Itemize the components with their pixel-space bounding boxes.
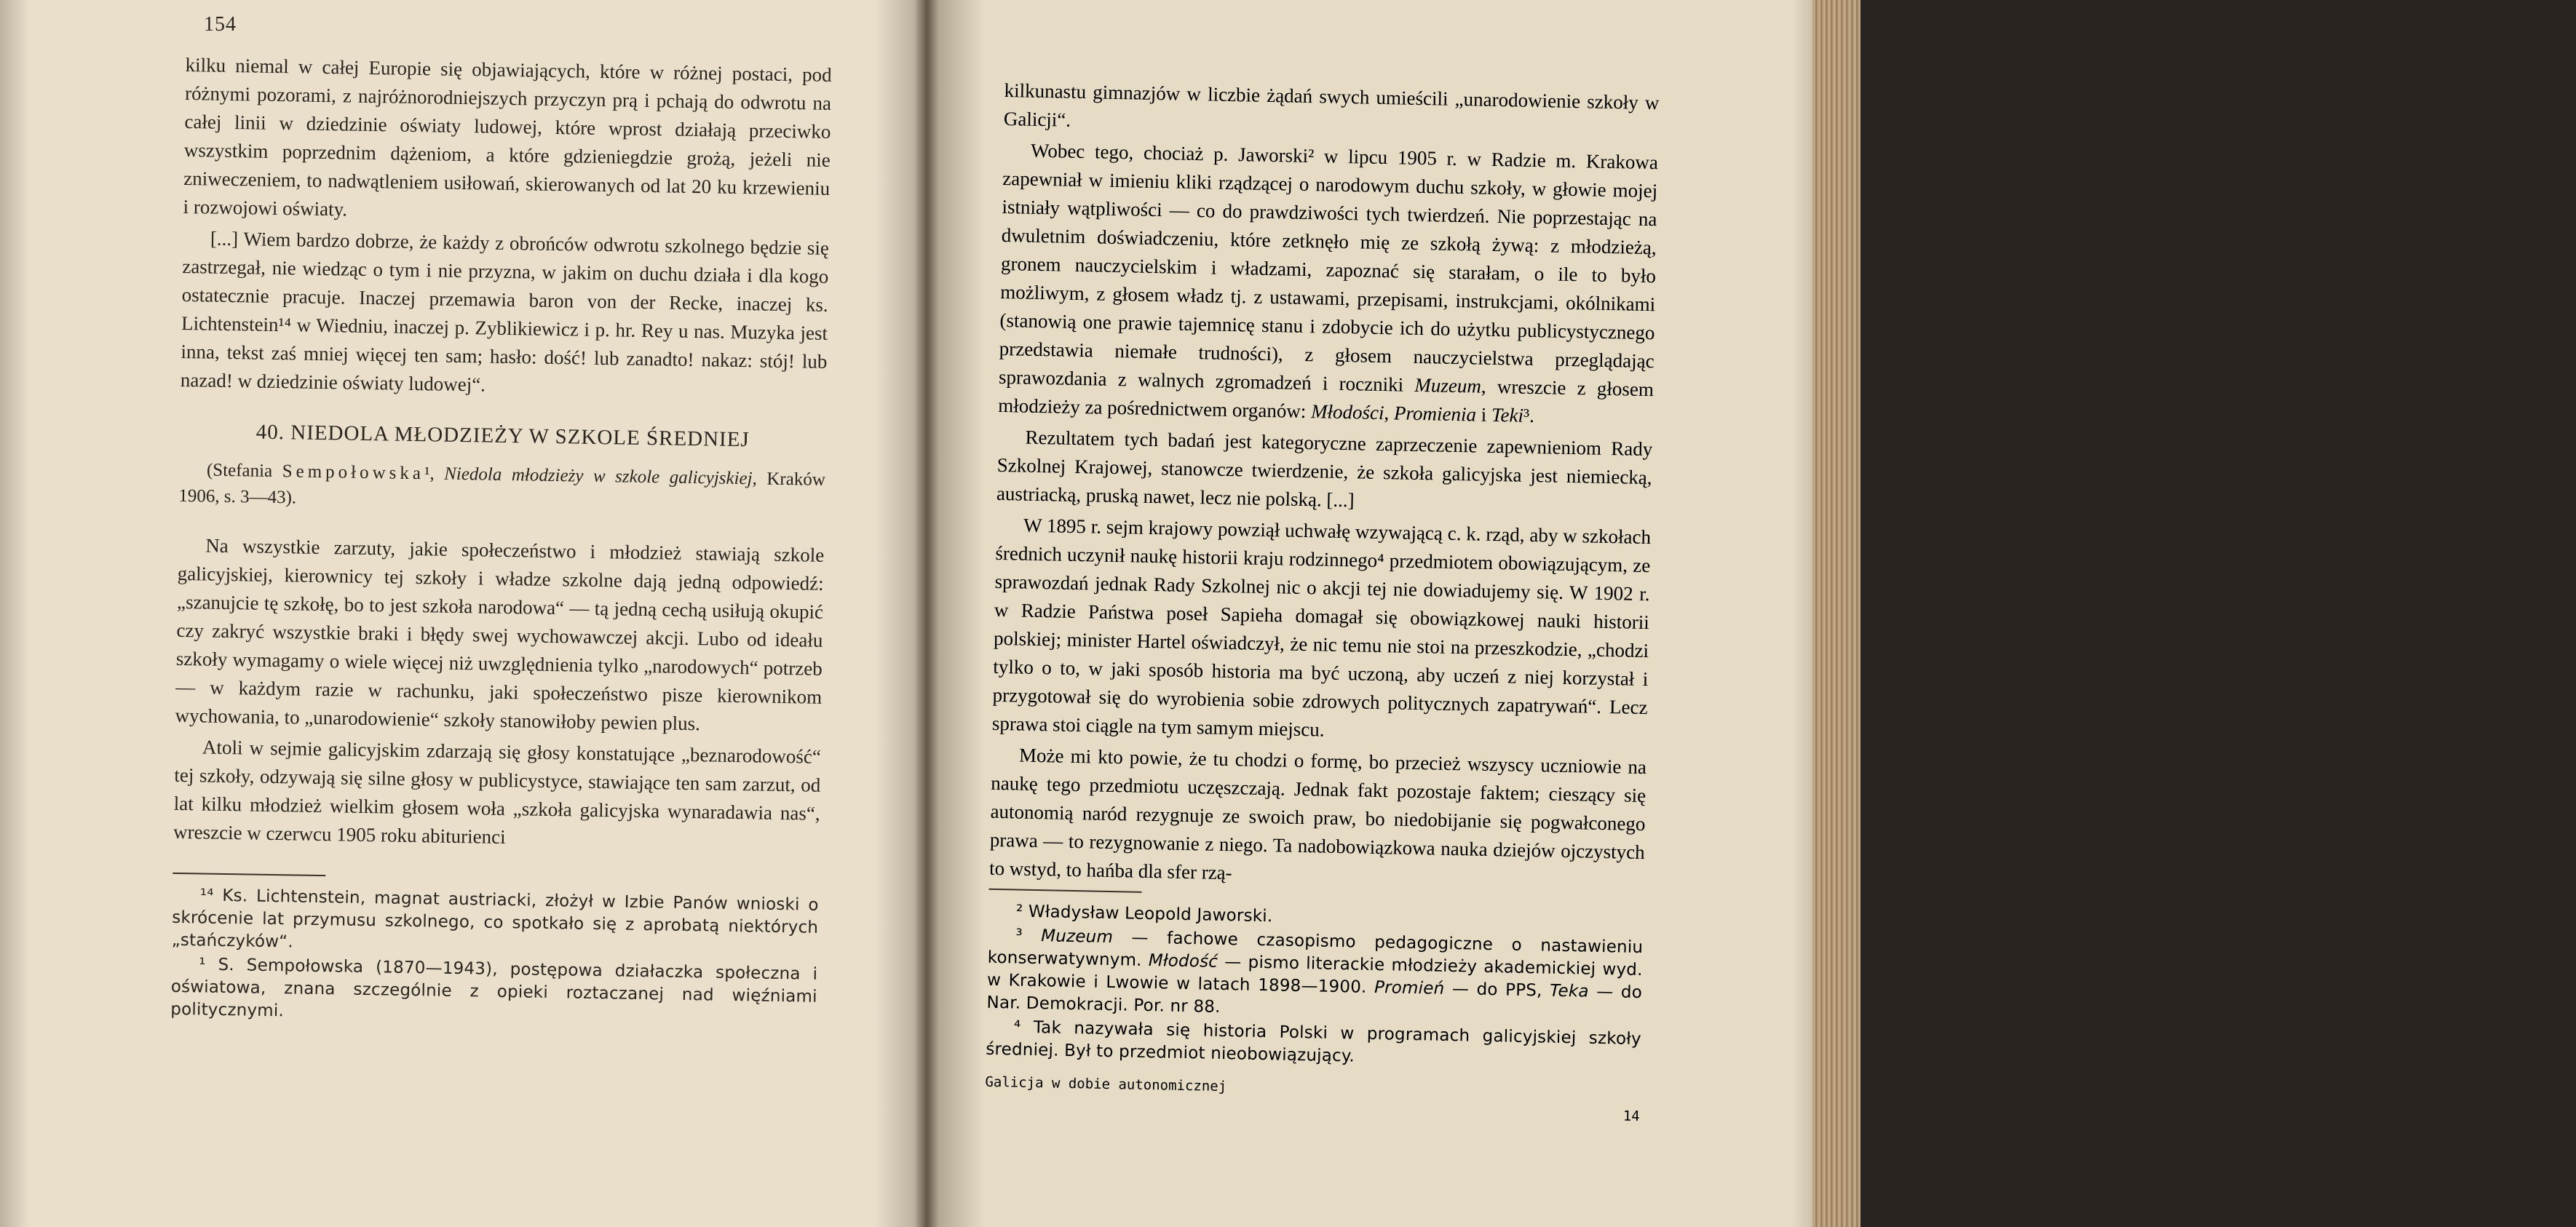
citation-rest: , Kraków 1906, s. 3—43). bbox=[178, 469, 826, 508]
footnote-text: — do Nar. Demokracji. Por. nr 88. bbox=[986, 982, 1643, 1017]
journal-title: Młodość bbox=[1148, 951, 1218, 972]
paragraph: Atoli w sejmie galicyjskim zdarzają się głosy konstatujące „beznarodowość“ tej szkoły, odzywają się silne głosy w publicystyce, stawiające ten sam zarzut, od lat kilku młodzież wielkim głosem woła „szkoła galicyjska wynaradawia nas“, wreszcie w czerwcu 1905 roku abiturienci bbox=[173, 736, 822, 849]
paragraph: [...] Wiem bardzo dobrze, że każdy z obrońców odwrotu szkolnego będzie się zastrzegał, nie wiedząc o tym i nie przyzna, w jakim on duchu działa i dla kogo ostatecznie pracuje. Inaczej przemawia baron von der Recke, inaczej ks. Lichtenstein¹⁴ w Wiedniu, inaczej p. Zyblikiewicz i p. hr. Rey u nas. Muzyka jest inna, tekst zaś mniej więcej ten sam; hasło: dość! lub zanadto! nakaz: stój! lub nazad! w dziedzinie oświaty ludowej“. bbox=[180, 227, 830, 396]
footnote-text: — pismo literackie młodzieży akademickiej wyd. w Krakowie i Lwowie w latach 1898—1900. bbox=[986, 952, 1643, 997]
paragraph-text: , wreszcie z głosem młodzieży za pośrednictwem organów: bbox=[998, 375, 1654, 423]
page-number: 154 bbox=[204, 13, 237, 36]
paragraph-text: , bbox=[1384, 402, 1395, 424]
citation-prefix: (Stefania bbox=[206, 460, 282, 482]
footnote: ⁴ Tak nazywała się historia Polski w programach galicyjskiej szkoły średniej. Był to przedmiot nieobowiązujący. bbox=[986, 1017, 1642, 1066]
paragraph: Rezultatem tych badań jest kategoryczne zaprzeczenie zapewnieniom Rady Szkolnej Krajowej, stanowcze twierdzenie, że szkoła galicyjska jest niemiecką, austriacką, pruską nawet, lecz nie polską. [...] bbox=[996, 426, 1653, 512]
journal-title: Promień bbox=[1374, 977, 1445, 998]
paragraph-text: Wobec tego, chociaż p. Jaworski² w lipcu 1905 r. w Radzie m. Krakowa zapewniał w imieniu kliki rządzącej o narodowym duchu szkoły, w głowie mojej istniały wątpliwości — co do prawdziwości tych twierdzeń. Nie poprzestając na dwuletnim doświadczeniu, które zetknęło mię ze szkołą żywą: z młodzieżą, gronem nauczycielskim i władzami, zapoznać się starałam, o ile to było możliwym, z głosem władz tj. z ustawami, przepisami, instrukcjami, okólnikami (stanowią one prawie tajemnicę stanu i zdobycie ich do użytku publicystycznego przedstawia niemałe trudności), z głosem nauczycielstwa przeglądając sprawozdania z walnych zgromadzeń i roczniki bbox=[998, 139, 1659, 396]
signature-title: Galicja w dobie autonomicznej bbox=[985, 1073, 1227, 1095]
paragraph: Może mi kto powie, że tu chodzi o formę, bo przecież wszyscy uczniowie na naukę tego przedmiotu uczęszczają. Jednak fakt pozostaje faktem; cieszący się autonomią naród rezygnuje ze swoich praw, bo niedobijanie się pogwałconego prawa — to rezygnowanie z niego. Ta nadobowiązkowa nauka dziejów ojczystych to wstyd, to hańba dla sfer rzą- bbox=[988, 744, 1647, 884]
paragraph: kilku niemal w całej Europie się objawiających, które w różnej postaci, pod różnymi pozorami, z najróżnorodniejszych przyczyn prą i pchają do odwrotu na całej linii w dziedzinie oświaty ludowej, które wprost działają przeciwko wszystkim poprzednim dążeniom, a które gdzieniegdzie grożą, jeżeli nie zniweczeniem, to nadwątleniem usiłowań, skierowanych od lat 20 ku krzewieniu i rozwojowi oświaty. bbox=[183, 53, 832, 221]
journal-title: Promienia bbox=[1393, 402, 1477, 426]
left-page bbox=[0, 0, 926, 1227]
paragraph: Na wszystkie zarzuty, jakie społeczeństwo i młodzież stawiają szkole galicyjskiej, kierownicy tej szkoły i władze szkolne dają jedną odpowiedź: „szanujcie tę szkołę, bo to jest szkoła narodowa“ — tą jedną cechą usiłują okupić czy zakryć wszystkie braki i błędy swej wychowawczej akcji. Lubo od ideału szkoły wymagamy o wiele więcej niż uwzględnienia tylko „narodowych“ potrzeb — w każdym razie w rachunku, jaki społeczeństwo pisze kierownikom wychowania, to „unarodowienie“ szkoły stanowiłoby pewien plus. bbox=[175, 534, 825, 735]
footnote-text: — do PPS, bbox=[1444, 979, 1550, 1001]
book-gutter bbox=[914, 0, 939, 1227]
source-citation bbox=[178, 457, 825, 520]
footnote-text: ³ bbox=[1015, 926, 1042, 946]
paragraph-text: ³. bbox=[1523, 404, 1535, 427]
citation-separator: , bbox=[429, 464, 445, 484]
paragraph bbox=[998, 136, 1658, 432]
paragraph: kilkunastu gimnazjów w liczbie żądań swych umieścili „unarodowienie szkoły w Galicji“. bbox=[1003, 79, 1660, 131]
footnote-text: — fachowe czasopismo pedagogiczne o nastawieniu konserwatywnym. bbox=[987, 928, 1644, 971]
left-page-body bbox=[170, 51, 832, 1033]
journal-title: Muzeum bbox=[1414, 373, 1482, 397]
right-page-body bbox=[985, 76, 1660, 1125]
footnote-divider bbox=[989, 889, 1142, 893]
footnote: ¹⁴ Ks. Lichtenstein, magnat austriacki, złożył w Izbie Panów wnioski o skrócenie lat przymusu szkolnego, co spotkało się z aprobatą niektórych „stańczyków“. bbox=[171, 886, 819, 952]
section-heading: 40. NIEDOLA MŁODZIEŻY W SZKOLE ŚREDNIEJ bbox=[255, 420, 750, 452]
page-edges bbox=[1812, 0, 1860, 1227]
footnote: ¹ S. Sempołowska (1870—1943), postępowa działaczka społeczna i oświatowa, znana szczególnie z opieki roztaczanej nad więźniami politycznymi. bbox=[170, 955, 818, 1021]
paragraph: W 1895 r. sejm krajowy powziął uchwałę wzywającą c. k. rząd, aby w szkołach średnich uczynił naukę historii kraju rodzinnego⁴ przedmiotem obowiązującym, ze sprawozdań jednak Rady Szkolnej nic o akcji tej nie dowiadujemy się. W 1902 r. w Radzie Państwa poseł Sapieha domagał się obowiązkowej nauki historii polskiej; minister Hartel oświadczył, że nic temu nie stoi na przeszkodzie, „chodzi tylko o to, w jaki sposób historia ma być uczoną, aby uczeń z niej korzystał i przygotował się do wyrobienia sobie zdrowych politycznych zapatrywań“. Lecz sprawa stoi ciągle na tym samym miejscu. bbox=[991, 514, 1652, 741]
paragraph-text: i bbox=[1475, 403, 1492, 426]
journal-title: Teki bbox=[1491, 403, 1524, 426]
citation-author: Sempołowska bbox=[282, 461, 425, 484]
journal-title: Muzeum bbox=[1040, 926, 1114, 948]
journal-title: Teka bbox=[1549, 981, 1589, 1001]
footnote-divider bbox=[173, 873, 325, 876]
page-number: 155 bbox=[2543, 58, 2576, 81]
citation-note-ref: ¹ bbox=[424, 464, 430, 484]
footnote: ² Władysław Leopold Jaworski. bbox=[1015, 902, 1273, 926]
citation-title: Niedola młodzieży w szkole galicyjskiej bbox=[444, 464, 753, 489]
signature-number: 14 bbox=[1622, 1108, 1640, 1125]
footnote bbox=[986, 924, 1643, 1027]
journal-title: Młodości bbox=[1310, 400, 1384, 424]
